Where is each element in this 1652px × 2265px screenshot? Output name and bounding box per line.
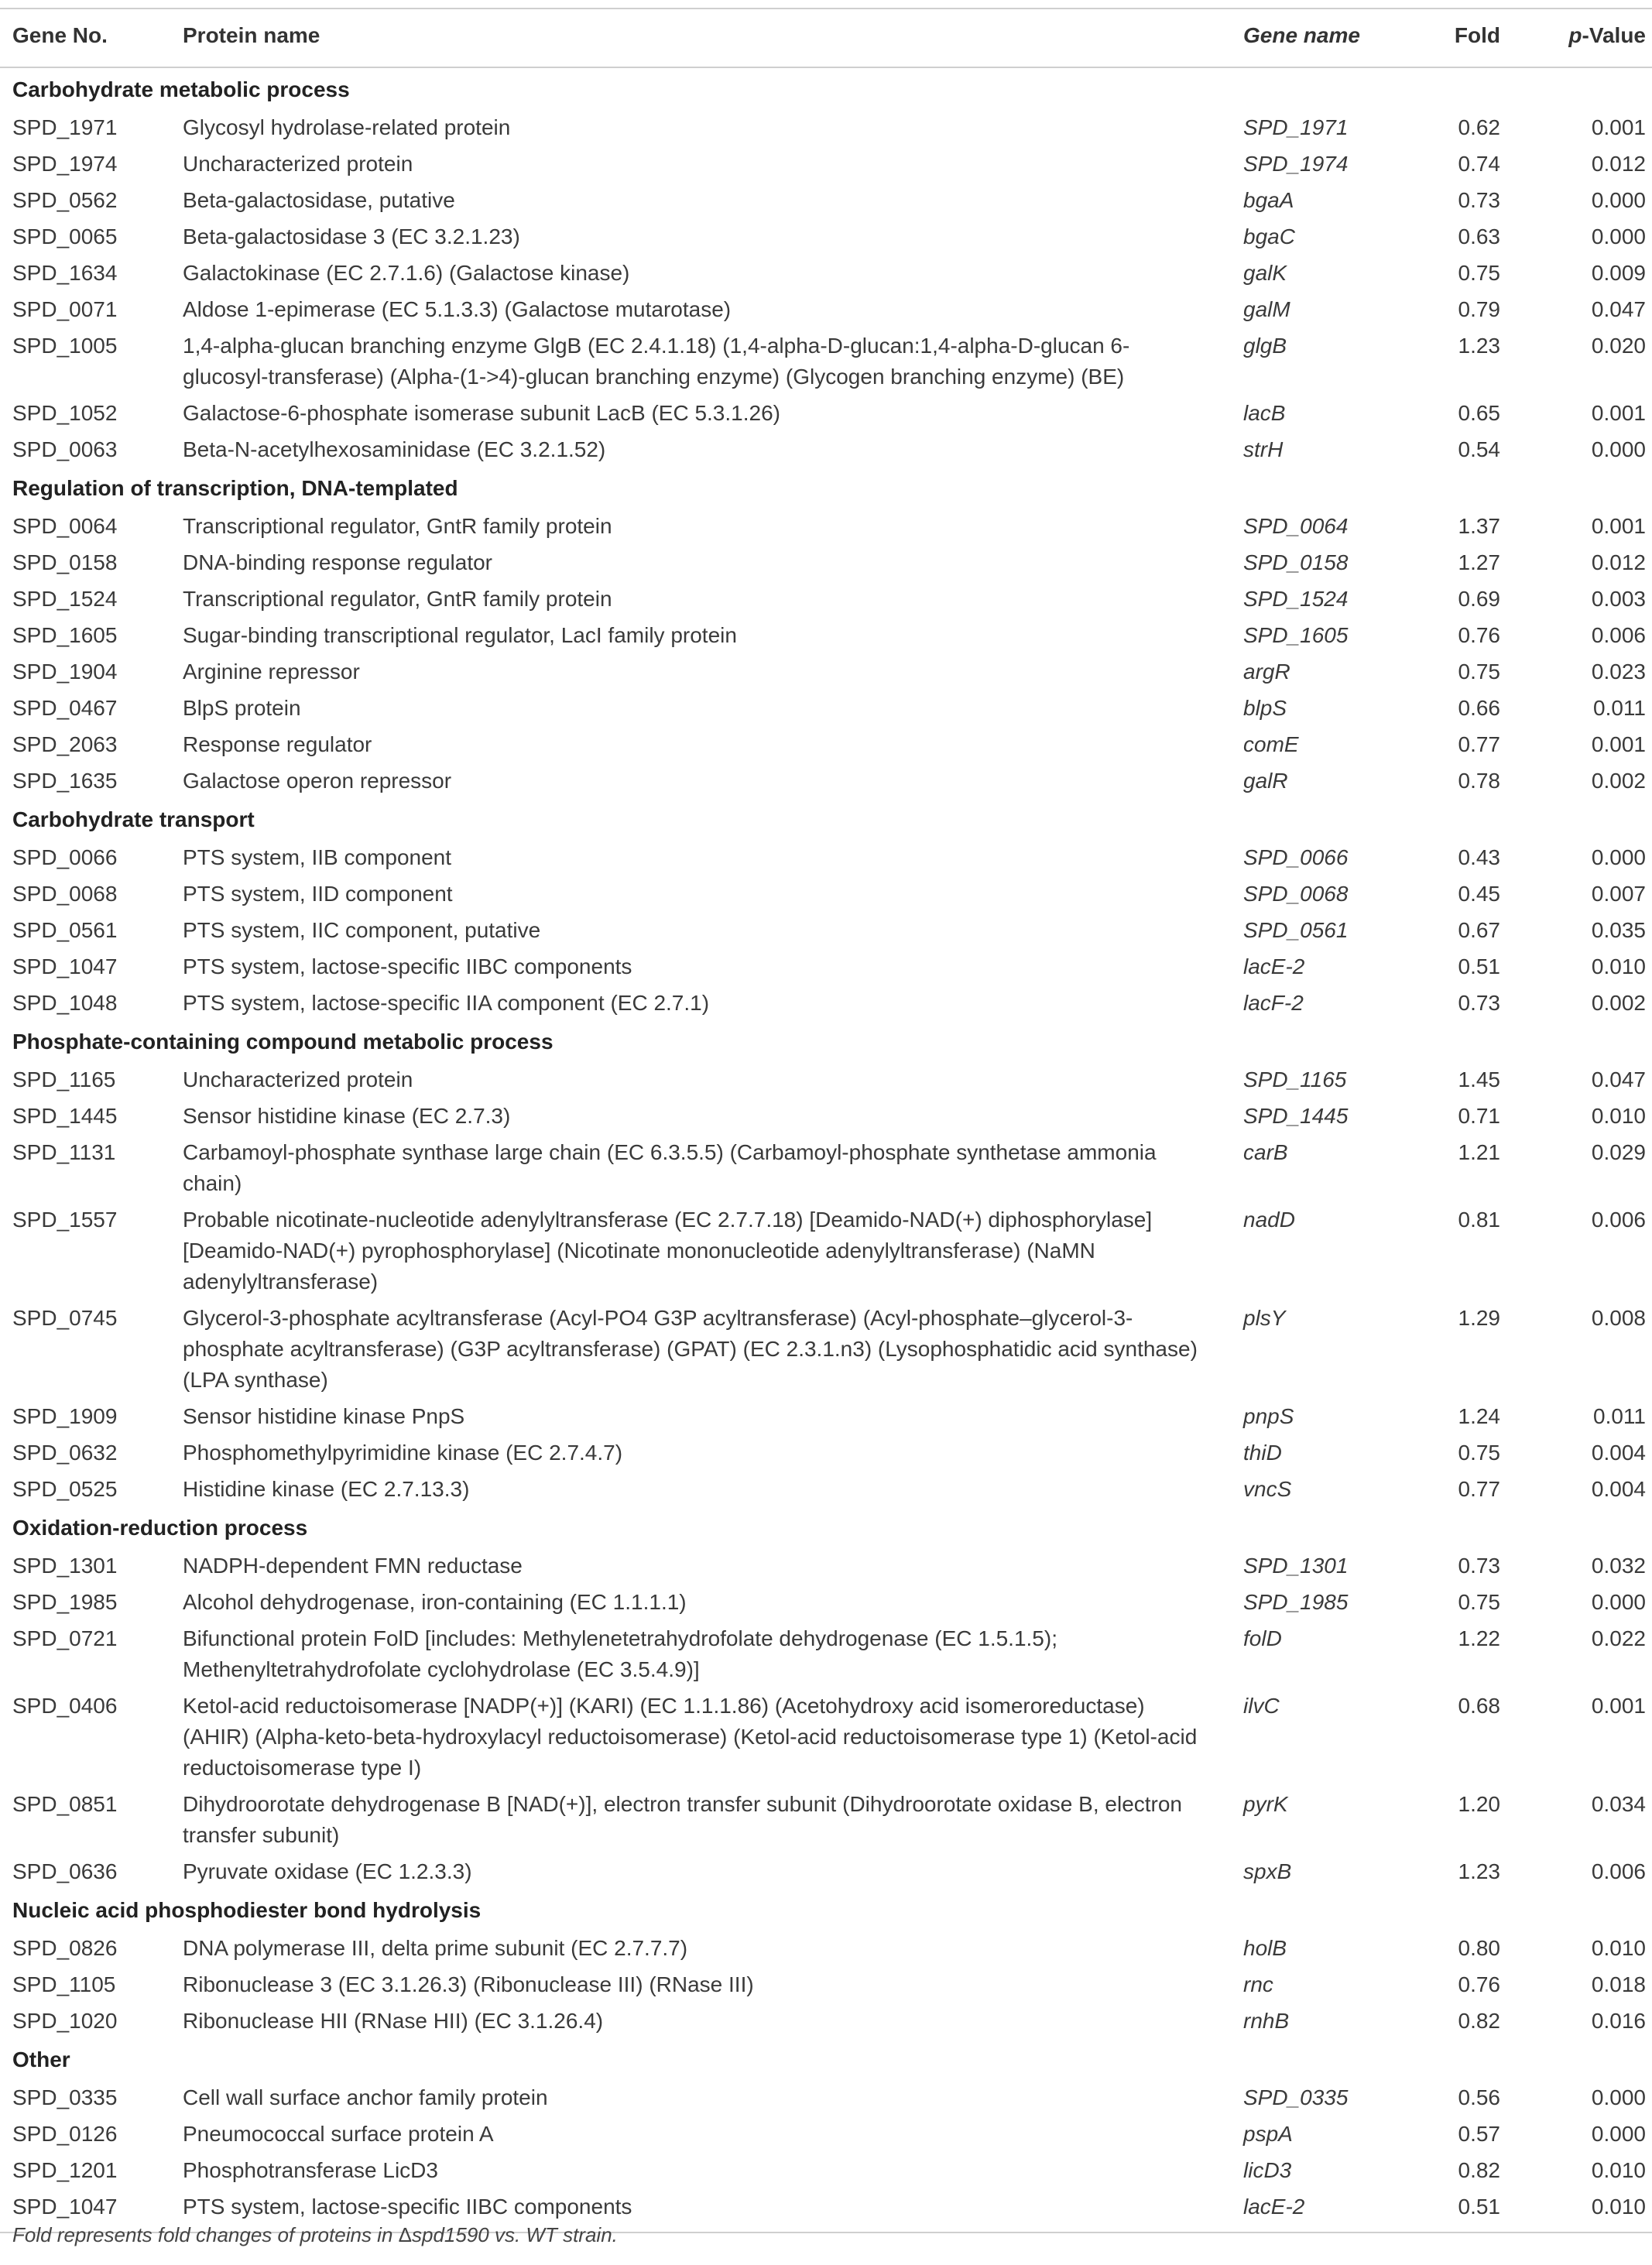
gene-name-cell: SPD_0066 [1243, 845, 1349, 869]
header-row [0, 9, 1652, 67]
fold-cell: 0.43 [1458, 845, 1500, 869]
table-row [0, 2078, 1652, 2115]
protein-name-cell: Bifunctional protein FolD [includes: Methylenetetrahydrofolate dehydrogenase (EC 1.5.1.5); Methenyltetrahydrofolate cyclohydrolase (EC 3.5.4.9)] [183, 1626, 1057, 1681]
fold-cell: 0.54 [1458, 437, 1500, 461]
p-value-cell: 0.010 [1591, 1104, 1646, 1128]
protein-name-cell: NADPH-dependent FMN reductase [183, 1554, 523, 1578]
gene-name-cell: strH [1243, 437, 1284, 461]
table-row [0, 254, 1652, 290]
p-value-cell: 0.009 [1591, 261, 1646, 285]
category-row [0, 2038, 1652, 2078]
gene-no-cell: SPD_1634 [12, 261, 118, 285]
table-row [0, 507, 1652, 543]
p-value-cell: 0.012 [1591, 550, 1646, 574]
gene-name-cell: lacF-2 [1243, 991, 1304, 1015]
gene-name-cell: argR [1243, 660, 1290, 684]
gene-no-cell: SPD_0066 [12, 845, 118, 869]
protein-name-cell: Sugar-binding transcriptional regulator, LacI family protein [183, 623, 737, 647]
p-value-cell: 0.001 [1591, 732, 1646, 756]
fold-cell: 0.82 [1458, 2009, 1500, 2033]
gene-no-cell: SPD_0467 [12, 696, 118, 720]
gene-name-cell: pnpS [1243, 1404, 1294, 1428]
table-row [0, 218, 1652, 254]
table-row [0, 430, 1652, 467]
table-row [0, 875, 1652, 911]
protein-name-cell: Ribonuclease HII (RNase HII) (EC 3.1.26.4) [183, 2009, 604, 2033]
protein-name-cell: Transcriptional regulator, GntR family protein [183, 514, 612, 538]
gene-name-cell: SPD_0068 [1243, 882, 1349, 906]
gene-name-cell: SPD_0158 [1243, 550, 1349, 574]
protein-name-cell: PTS system, IIC component, putative [183, 918, 541, 942]
gene-no-cell: SPD_1020 [12, 2009, 118, 2033]
fold-cell: 1.29 [1458, 1306, 1500, 1330]
protein-name-cell: Phosphomethylpyrimidine kinase (EC 2.7.4.7) [183, 1441, 623, 1465]
protein-table [0, 8, 1652, 2233]
gene-no-cell: SPD_1971 [12, 115, 118, 139]
table-row [0, 2002, 1652, 2038]
gene-no-cell: SPD_0065 [12, 224, 118, 248]
p-value-cell: 0.000 [1591, 1590, 1646, 1614]
p-value-cell: 0.003 [1591, 587, 1646, 611]
protein-name-cell: Galactose-6-phosphate isomerase subunit LacB (EC 5.3.1.26) [183, 401, 780, 425]
fold-cell: 0.71 [1458, 1104, 1500, 1128]
gene-no-cell: SPD_1047 [12, 954, 118, 978]
protein-name-cell: Sensor histidine kinase PnpS [183, 1404, 465, 1428]
gene-no-cell: SPD_0064 [12, 514, 118, 538]
header-value-suffix: -Value [1582, 23, 1646, 47]
gene-name-cell: vncS [1243, 1477, 1292, 1501]
fold-cell: 1.45 [1458, 1067, 1500, 1091]
fold-cell: 0.82 [1458, 2158, 1500, 2182]
p-value-cell: 0.010 [1591, 2158, 1646, 2182]
p-value-cell: 0.011 [1593, 696, 1646, 720]
header-fold: Fold [1410, 9, 1516, 67]
fold-cell: 0.56 [1458, 2085, 1500, 2109]
p-value-cell: 0.000 [1591, 2085, 1646, 2109]
gene-no-cell: SPD_0562 [12, 188, 118, 212]
table-row [0, 1852, 1652, 1889]
gene-no-cell: SPD_0632 [12, 1441, 118, 1465]
p-value-cell: 0.022 [1591, 1626, 1646, 1650]
table-header [0, 9, 1652, 67]
category-title: Phosphate-containing compound metabolic process [12, 1030, 554, 1054]
gene-name-cell: SPD_1301 [1243, 1554, 1349, 1578]
fold-cell: 0.73 [1458, 1554, 1500, 1578]
gene-name-cell: folD [1243, 1626, 1282, 1650]
p-value-cell: 0.004 [1591, 1441, 1646, 1465]
table-row [0, 911, 1652, 947]
table-row [0, 181, 1652, 218]
gene-name-cell: spxB [1243, 1859, 1292, 1883]
p-value-cell: 0.000 [1591, 2122, 1646, 2146]
fold-cell: 0.78 [1458, 769, 1500, 793]
fold-cell: 0.80 [1458, 1936, 1500, 1960]
table-row [0, 1434, 1652, 1470]
table-row [0, 1687, 1652, 1785]
gene-name-cell: ilvC [1243, 1694, 1280, 1718]
fold-cell: 0.66 [1458, 696, 1500, 720]
gene-no-cell: SPD_0158 [12, 550, 118, 574]
protein-name-cell: Sensor histidine kinase (EC 2.7.3) [183, 1104, 511, 1128]
p-value-cell: 0.001 [1591, 514, 1646, 538]
gene-name-cell: SPD_1165 [1243, 1067, 1347, 1091]
fold-cell: 0.69 [1458, 587, 1500, 611]
table-row [0, 616, 1652, 653]
p-value-cell: 0.018 [1591, 1972, 1646, 1996]
fold-cell: 0.74 [1458, 152, 1500, 176]
gene-no-cell: SPD_1201 [12, 2158, 118, 2182]
p-value-cell: 0.002 [1591, 991, 1646, 1015]
p-value-cell: 0.047 [1591, 297, 1646, 321]
header-p-letter: p [1568, 23, 1582, 47]
fold-cell: 1.23 [1458, 1859, 1500, 1883]
category-row [0, 1889, 1652, 1929]
table-row [0, 1547, 1652, 1583]
gene-no-cell: SPD_0068 [12, 882, 118, 906]
header-p-value [1516, 9, 1652, 67]
fold-cell: 1.21 [1458, 1140, 1500, 1164]
gene-no-cell: SPD_0406 [12, 1694, 118, 1718]
protein-name-cell: Histidine kinase (EC 2.7.13.3) [183, 1477, 470, 1501]
protein-name-cell: Beta-galactosidase 3 (EC 3.2.1.23) [183, 224, 520, 248]
protein-name-cell: Ribonuclease 3 (EC 3.1.26.3) (Ribonuclease III) (RNase III) [183, 1972, 754, 1996]
p-value-cell: 0.029 [1591, 1140, 1646, 1164]
gene-no-cell: SPD_1301 [12, 1554, 118, 1578]
fold-cell: 0.76 [1458, 1972, 1500, 1996]
gene-no-cell: SPD_1047 [0, 2188, 183, 2232]
gene-name-cell: SPD_1971 [1243, 115, 1349, 139]
gene-no-cell: SPD_2063 [12, 732, 118, 756]
table-row [0, 1133, 1652, 1201]
protein-name-cell: Beta-galactosidase, putative [183, 188, 455, 212]
gene-no-cell: SPD_0126 [12, 2122, 118, 2146]
gene-no-cell: SPD_1605 [12, 623, 118, 647]
gene-no-cell: SPD_1635 [12, 769, 118, 793]
table-row [0, 1583, 1652, 1619]
fold-cell: 0.45 [1458, 882, 1500, 906]
gene-name-cell: SPD_0064 [1243, 514, 1349, 538]
protein-name-cell: DNA-binding response regulator [183, 550, 492, 574]
gene-no-cell: SPD_0525 [12, 1477, 118, 1501]
protein-name-cell: Probable nicotinate-nucleotide adenylyltransferase (EC 2.7.7.18) [Deamido-NAD(+) diphosphorylase] [Deamido-NAD(+) pyrophosphorylase] (Nicotinate mononucleotide adenylyltransferase) (NaMN adenylyltransferase) [183, 1208, 1153, 1294]
p-value-cell: 0.032 [1591, 1554, 1646, 1578]
p-value-cell: 0.000 [1591, 437, 1646, 461]
p-value-cell: 0.006 [1591, 1859, 1646, 1883]
protein-name-cell: Galactose operon repressor [183, 769, 452, 793]
gene-name-cell: galR [1243, 769, 1288, 793]
fold-cell: 1.20 [1458, 1792, 1500, 1816]
gene-no-cell: SPD_0745 [12, 1306, 118, 1330]
p-value-cell: 0.001 [1591, 115, 1646, 139]
gene-name-cell: SPD_0561 [1243, 918, 1349, 942]
protein-table-container [0, 8, 1652, 2233]
gene-no-cell: SPD_0721 [12, 1626, 118, 1650]
p-value-cell: 0.010 [1591, 1936, 1646, 1960]
category-title: Regulation of transcription, DNA-templated [12, 476, 458, 500]
table-row [0, 689, 1652, 725]
gene-no-cell: SPD_1557 [12, 1208, 118, 1232]
gene-no-cell: SPD_1904 [12, 660, 118, 684]
category-title: Oxidation-reduction process [12, 1516, 308, 1540]
protein-name-cell: PTS system, lactose-specific IIBC components [183, 2188, 1232, 2232]
table-row [0, 1097, 1652, 1133]
p-value-cell: 0.012 [1591, 152, 1646, 176]
table-row [0, 1201, 1652, 1299]
category-title: Nucleic acid phosphodiester bond hydrolysis [12, 1898, 482, 1922]
fold-cell: 0.63 [1458, 224, 1500, 248]
header-gene-name: Gene name [1232, 9, 1410, 67]
protein-name-cell: Uncharacterized protein [183, 152, 413, 176]
table-row [0, 1965, 1652, 2002]
p-value-cell: 0.010 [1591, 954, 1646, 978]
category-title: Other [12, 2047, 70, 2071]
gene-no-cell: SPD_1005 [12, 334, 118, 358]
gene-no-cell: SPD_1052 [12, 401, 118, 425]
p-value-cell: 0.010 [1516, 2188, 1652, 2232]
table-row [0, 1299, 1652, 1397]
p-value-cell: 0.023 [1591, 660, 1646, 684]
fold-cell: 0.57 [1458, 2122, 1500, 2146]
protein-name-cell: PTS system, IID component [183, 882, 453, 906]
gene-no-cell: SPD_1048 [12, 991, 118, 1015]
gene-name-cell: licD3 [1243, 2158, 1292, 2182]
gene-name-cell: blpS [1243, 696, 1287, 720]
gene-name-cell: thiD [1243, 1441, 1282, 1465]
table-row [0, 1619, 1652, 1687]
p-value-cell: 0.000 [1591, 845, 1646, 869]
gene-name-cell: rnhB [1243, 2009, 1290, 2033]
gene-name-cell: comE [1243, 732, 1299, 756]
protein-name-cell: DNA polymerase III, delta prime subunit (EC 2.7.7.7) [183, 1936, 688, 1960]
fold-cell: 1.23 [1458, 334, 1500, 358]
protein-name-cell: PTS system, IIB component [183, 845, 452, 869]
gene-name-cell: SPD_0335 [1243, 2085, 1349, 2109]
gene-name-cell: holB [1243, 1936, 1287, 1960]
p-value-cell: 0.006 [1591, 1208, 1646, 1232]
gene-name-cell: SPD_1974 [1243, 152, 1349, 176]
table-row [0, 984, 1652, 1020]
table-row [0, 543, 1652, 580]
p-value-cell: 0.016 [1591, 2009, 1646, 2033]
table-row [0, 108, 1652, 145]
protein-name-cell: Galactokinase (EC 2.7.1.6) (Galactose kinase) [183, 261, 630, 285]
gene-name-cell: pyrK [1243, 1792, 1288, 1816]
table-row [0, 1929, 1652, 1965]
protein-name-cell: Phosphotransferase LicD3 [183, 2158, 438, 2182]
p-value-cell: 0.001 [1591, 1694, 1646, 1718]
gene-name-cell: SPD_1985 [1243, 1590, 1349, 1614]
gene-name-cell: galK [1243, 261, 1287, 285]
fold-cell: 0.77 [1458, 732, 1500, 756]
gene-no-cell: SPD_0851 [12, 1792, 118, 1816]
category-title: Carbohydrate metabolic process [12, 77, 350, 101]
gene-name-cell: SPD_1524 [1243, 587, 1349, 611]
gene-name-cell: galM [1243, 297, 1290, 321]
table-row [0, 1061, 1652, 1097]
protein-name-cell: Beta-N-acetylhexosaminidase (EC 3.2.1.52) [183, 437, 606, 461]
p-value-cell: 0.034 [1591, 1792, 1646, 1816]
table-footnote [12, 2223, 618, 2247]
table-row [0, 290, 1652, 327]
gene-no-cell: SPD_1105 [12, 1972, 116, 1996]
p-value-cell: 0.006 [1591, 623, 1646, 647]
gene-name-cell: SPD_1445 [1243, 1104, 1349, 1128]
fold-cell: 1.24 [1458, 1404, 1500, 1428]
category-row [0, 798, 1652, 838]
protein-name-cell: Pyruvate oxidase (EC 1.2.3.3) [183, 1859, 472, 1883]
gene-name-cell: SPD_1605 [1243, 623, 1349, 647]
p-value-cell: 0.035 [1591, 918, 1646, 942]
fold-cell: 1.27 [1458, 550, 1500, 574]
protein-name-cell: Transcriptional regulator, GntR family protein [183, 587, 612, 611]
p-value-cell: 0.000 [1591, 224, 1646, 248]
fold-cell: 0.62 [1458, 115, 1500, 139]
table-row [0, 1397, 1652, 1434]
category-row [0, 467, 1652, 507]
p-value-cell: 0.000 [1591, 188, 1646, 212]
category-row [0, 1020, 1652, 1061]
table-row [0, 725, 1652, 762]
gene-no-cell: SPD_1909 [12, 1404, 118, 1428]
category-row [0, 67, 1652, 108]
footnote-text-before: Fold represents fold changes of proteins in [12, 2223, 399, 2246]
fold-cell: 0.81 [1458, 1208, 1500, 1232]
category-row [0, 1506, 1652, 1547]
fold-cell: 0.75 [1458, 261, 1500, 285]
fold-cell: 1.22 [1458, 1626, 1500, 1650]
table-row [0, 1785, 1652, 1852]
gene-no-cell: SPD_1524 [12, 587, 118, 611]
gene-name-cell: lacE-2 [1243, 954, 1305, 978]
fold-cell: 0.79 [1458, 297, 1500, 321]
gene-no-cell: SPD_0335 [12, 2085, 118, 2109]
fold-cell: 0.51 [1458, 954, 1500, 978]
protein-name-cell: Arginine repressor [183, 660, 360, 684]
gene-name-cell: nadD [1243, 1208, 1295, 1232]
table-row [0, 653, 1652, 689]
table-row [0, 762, 1652, 798]
protein-name-cell: Dihydroorotate dehydrogenase B [NAD(+)], electron transfer subunit (Dihydroorotate oxidase B, electron transfer subunit) [183, 1792, 1183, 1847]
gene-no-cell: SPD_1974 [12, 152, 118, 176]
protein-name-cell: Glycerol-3-phosphate acyltransferase (Acyl-PO4 G3P acyltransferase) (Acyl-phosphate–glycerol-3-phosphate acyltransferase) (G3P acyltransferase) (GPAT) (EC 2.3.1.n3) (Lysophosphatidic acid synthase) (LPA synthase) [183, 1306, 1198, 1392]
footnote-text-after: vs. WT strain. [488, 2223, 618, 2246]
protein-name-cell: PTS system, lactose-specific IIA component (EC 2.7.1) [183, 991, 710, 1015]
p-value-cell: 0.008 [1591, 1306, 1646, 1330]
gene-name-cell: rnc [1243, 1972, 1273, 1996]
table-row [0, 2151, 1652, 2188]
fold-cell: 0.65 [1458, 401, 1500, 425]
table-body [0, 67, 1652, 2232]
gene-name-cell: glgB [1243, 334, 1287, 358]
gene-name-cell: pspA [1243, 2122, 1293, 2146]
table-row [0, 327, 1652, 394]
header-gene-no: Gene No. [0, 9, 183, 67]
p-value-cell: 0.002 [1591, 769, 1646, 793]
fold-cell: 0.76 [1458, 623, 1500, 647]
gene-no-cell: SPD_0063 [12, 437, 118, 461]
gene-no-cell: SPD_1131 [12, 1140, 116, 1164]
gene-name-cell: bgaC [1243, 224, 1295, 248]
fold-cell: 0.75 [1458, 1441, 1500, 1465]
table-row [0, 1470, 1652, 1506]
gene-name-cell: bgaA [1243, 188, 1294, 212]
gene-no-cell: SPD_1165 [12, 1067, 116, 1091]
fold-cell: 0.68 [1458, 1694, 1500, 1718]
protein-name-cell: Pneumococcal surface protein A [183, 2122, 494, 2146]
delta-symbol: Δ [398, 2223, 412, 2246]
protein-name-cell: Aldose 1-epimerase (EC 5.1.3.3) (Galactose mutarotase) [183, 297, 732, 321]
protein-name-cell: Uncharacterized protein [183, 1067, 413, 1091]
protein-name-cell: Ketol-acid reductoisomerase [NADP(+)] (KARI) (EC 1.1.1.86) (Acetohydroxy acid isomeroreductase) (AHIR) (Alpha-keto-beta-hydroxylacyl reductoisomerase) (Ketol-acid reductoisomerase type 1) (Ketol-acid reductoisomerase type I) [183, 1694, 1198, 1780]
header-protein-name: Protein name [183, 9, 1232, 67]
fold-cell: 1.37 [1458, 514, 1500, 538]
gene-no-cell: SPD_0636 [12, 1859, 118, 1883]
gene-no-cell: SPD_0561 [12, 918, 118, 942]
protein-name-cell: Glycosyl hydrolase-related protein [183, 115, 511, 139]
p-value-cell: 0.001 [1591, 401, 1646, 425]
p-value-cell: 0.011 [1593, 1404, 1646, 1428]
gene-name-cell: carB [1243, 1140, 1288, 1164]
protein-name-cell: Cell wall surface anchor family protein [183, 2085, 548, 2109]
protein-name-cell: BlpS protein [183, 696, 301, 720]
fold-cell: 0.67 [1458, 918, 1500, 942]
p-value-cell: 0.004 [1591, 1477, 1646, 1501]
protein-name-cell: Response regulator [183, 732, 372, 756]
p-value-cell: 0.020 [1591, 334, 1646, 358]
protein-name-cell: Carbamoyl-phosphate synthase large chain (EC 6.3.5.5) (Carbamoyl-phosphate synthetase ammonia chain) [183, 1140, 1157, 1195]
category-title: Carbohydrate transport [12, 807, 255, 831]
protein-name-cell: Alcohol dehydrogenase, iron-containing (EC 1.1.1.1) [183, 1590, 687, 1614]
p-value-cell: 0.007 [1591, 882, 1646, 906]
table-row [0, 838, 1652, 875]
gene-name-cell: plsY [1243, 1306, 1286, 1330]
gene-no-cell: SPD_1985 [12, 1590, 118, 1614]
fold-cell: 0.73 [1458, 991, 1500, 1015]
table-row [0, 580, 1652, 616]
gene-no-cell: SPD_1445 [12, 1104, 118, 1128]
protein-name-cell: 1,4-alpha-glucan branching enzyme GlgB (EC 2.4.1.18) (1,4-alpha-D-glucan:1,4-alpha-D-glucan 6-glucosyl-transferase) (Alpha-(1->4)-glucan branching enzyme) (Glycogen branching enzyme) (BE) [183, 334, 1130, 389]
fold-cell: 0.73 [1458, 188, 1500, 212]
gene-name-cell: lacB [1243, 401, 1286, 425]
table-row [0, 2115, 1652, 2151]
table-row [0, 145, 1652, 181]
table-row [0, 394, 1652, 430]
gene-name-cell: lacE-2 [1232, 2188, 1410, 2232]
fold-cell: 0.77 [1458, 1477, 1500, 1501]
p-value-cell: 0.047 [1591, 1067, 1646, 1091]
gene-no-cell: SPD_0071 [12, 297, 118, 321]
gene-no-cell: SPD_0826 [12, 1936, 118, 1960]
fold-cell: 0.75 [1458, 660, 1500, 684]
fold-cell: 0.75 [1458, 1590, 1500, 1614]
fold-cell: 0.51 [1410, 2188, 1516, 2232]
table-row [0, 947, 1652, 984]
footnote-strain: spd1590 [412, 2223, 489, 2246]
protein-name-cell: PTS system, lactose-specific IIBC components [183, 954, 632, 978]
